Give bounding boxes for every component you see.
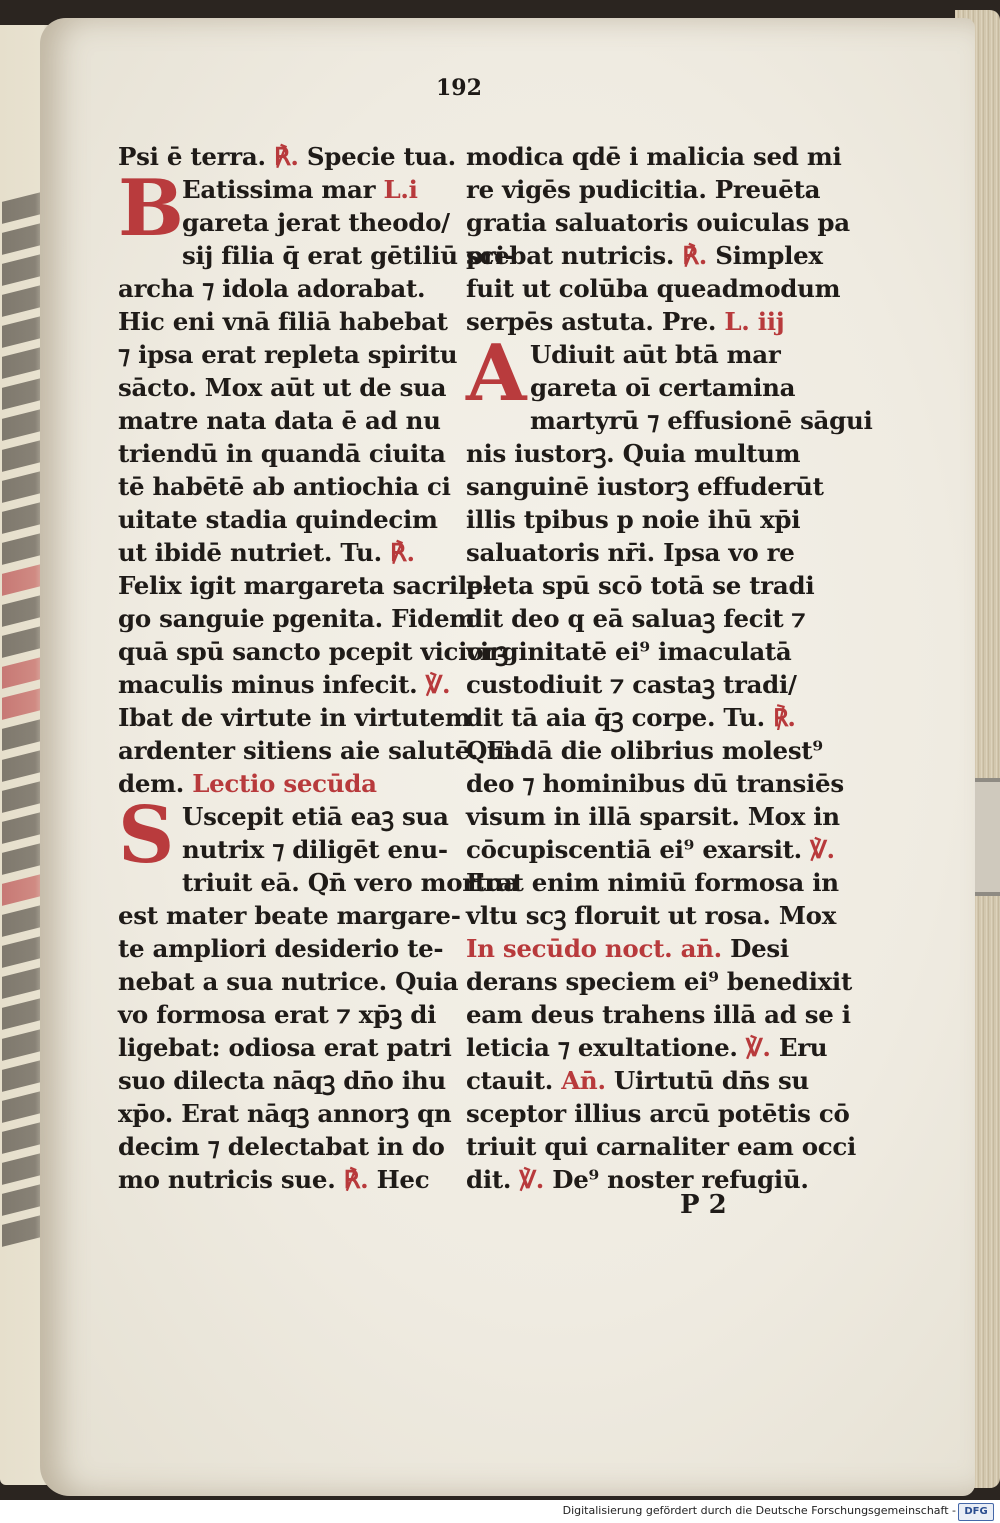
body-text: te ampliori desiderio te- bbox=[118, 934, 444, 963]
body-text: visum in illā sparsit. Mox in bbox=[466, 802, 840, 831]
text-line bbox=[466, 1097, 850, 1130]
body-text: ut ibidē nutriet. Tu. bbox=[118, 538, 391, 567]
text-line bbox=[466, 569, 815, 602]
body-text: saluatoris nr̄i. Ipsa vo re bbox=[466, 538, 795, 567]
text-line bbox=[466, 140, 842, 173]
text-line bbox=[466, 998, 851, 1031]
text-line bbox=[118, 602, 475, 635]
rubricated-initial: S bbox=[118, 790, 175, 881]
body-text: eam deus trahens illā ad se i bbox=[466, 1000, 851, 1029]
text-line bbox=[466, 1130, 857, 1163]
body-text: Psi ē terra. bbox=[118, 142, 274, 171]
body-text: Simplex bbox=[707, 241, 823, 270]
body-text: leticia ⁊ exultatione. bbox=[466, 1033, 746, 1062]
footer-bar bbox=[0, 1500, 1000, 1523]
body-text: decim ⁊ delectabat in do bbox=[118, 1132, 445, 1161]
body-text: Quadā die olibrius molest⁹ bbox=[466, 736, 823, 765]
text-line bbox=[466, 767, 844, 800]
text-line bbox=[118, 437, 453, 470]
text-line bbox=[466, 503, 801, 536]
body-text: maculis minus infecit. bbox=[118, 670, 426, 699]
text-line bbox=[118, 1097, 453, 1130]
text-line bbox=[118, 1130, 453, 1163]
body-text: vltu scꝫ floruit ut rosa. Mox bbox=[466, 901, 837, 930]
text-line bbox=[466, 206, 850, 239]
body-text: nis iustorꝫ. Quia multum bbox=[466, 439, 801, 468]
body-text: ctauit. bbox=[466, 1066, 562, 1095]
text-line bbox=[466, 701, 801, 734]
rubric-text: L.i bbox=[383, 175, 418, 204]
text-line bbox=[118, 965, 459, 998]
body-text: nebat a sua nutrice. Quia bbox=[118, 967, 459, 996]
body-text: sceptor illius arcū potētis cō bbox=[466, 1099, 850, 1128]
body-text: sij filia q̄ erat gētiliū pri- bbox=[182, 241, 515, 270]
text-line bbox=[118, 371, 453, 404]
rubric-text: ℟. bbox=[682, 241, 707, 270]
rubric-text: ℟. bbox=[273, 142, 307, 171]
body-text: deo ⁊ hominibus dū transiēs bbox=[466, 769, 844, 798]
rubricated-initial: A bbox=[466, 328, 527, 419]
body-text: archa ⁊ idola adorabat. bbox=[118, 274, 426, 303]
text-line bbox=[118, 635, 508, 668]
rubric-text: ℟. bbox=[343, 1165, 369, 1194]
text-line bbox=[466, 833, 835, 866]
body-text: xp̄o. Erat nāqꝫ annorꝫ qn bbox=[118, 1099, 452, 1128]
body-text: re vigēs pudicitia. Preuēta bbox=[466, 175, 821, 204]
text-line bbox=[118, 536, 453, 569]
text-line bbox=[466, 734, 823, 767]
text-line bbox=[466, 965, 852, 998]
body-text: serpēs astuta. Pre. bbox=[466, 307, 725, 336]
body-text: cōcupiscentiā ei⁹ exarsit. bbox=[466, 835, 811, 864]
rubric-text: An̄. bbox=[561, 1066, 606, 1095]
body-text: custodiuit ⁊ castaꝫ tradi/ bbox=[466, 670, 797, 699]
signature-mark: P 2 bbox=[680, 1190, 727, 1220]
text-line bbox=[466, 437, 801, 470]
text-line bbox=[118, 305, 453, 338]
body-text: illis tpibus p noie ihū xp̄i bbox=[466, 505, 801, 534]
text-line bbox=[118, 932, 453, 965]
rubric-text: In secūdo noct. an̄. bbox=[466, 934, 731, 963]
body-text: gareta jerat theodo/ bbox=[182, 208, 450, 237]
rubricated-initial: B bbox=[118, 163, 184, 254]
body-text: gareta oī certamina bbox=[530, 373, 796, 402]
body-text: Hic eni vnā filiā habebat bbox=[118, 307, 448, 336]
body-text: nutrix ⁊ diligēt enu- bbox=[182, 835, 448, 864]
text-line bbox=[118, 1064, 453, 1097]
body-text: fuit ut colūba queadmodum bbox=[466, 274, 841, 303]
text-line bbox=[118, 701, 471, 734]
rubric-text: ℣. bbox=[425, 670, 451, 699]
body-text: Ibat de virtute in virtutem bbox=[118, 703, 471, 732]
text-line bbox=[118, 734, 513, 767]
text-line bbox=[466, 536, 801, 569]
text-line bbox=[466, 470, 824, 503]
body-text: dem. bbox=[118, 769, 193, 798]
body-text: ⁊ ipsa erat repleta spiritu bbox=[118, 340, 458, 369]
folio-number: 192 bbox=[436, 75, 482, 101]
body-text: sācto. Mox aūt ut de sua bbox=[118, 373, 447, 402]
text-line bbox=[466, 1163, 809, 1196]
body-text: ardenter sitiens aie salutē. Fi bbox=[118, 736, 513, 765]
body-text: Desi bbox=[730, 934, 789, 963]
body-text: triendū in quandā ciuita bbox=[118, 439, 446, 468]
body-text: dit deo q eā saluaꝫ fecit ⁊ bbox=[466, 604, 806, 633]
text-line bbox=[118, 140, 456, 173]
text-line bbox=[118, 1031, 453, 1064]
body-text: dit. bbox=[466, 1165, 520, 1194]
body-text: scebat nutricis. bbox=[466, 241, 683, 270]
body-text: pleta spū scō totā se tradi bbox=[466, 571, 815, 600]
body-text: tē habētē ab antiochia ci bbox=[118, 472, 451, 501]
text-line bbox=[118, 668, 453, 701]
text-line bbox=[466, 800, 840, 833]
text-line bbox=[466, 635, 801, 668]
rubric-text: ℟. bbox=[773, 703, 796, 732]
text-line bbox=[466, 305, 801, 338]
body-text: Eru bbox=[770, 1033, 828, 1062]
body-text: martyrū ⁊ effusionē sāgui bbox=[530, 406, 873, 435]
text-line bbox=[466, 272, 841, 305]
body-text: ligebat: odiosa erat patri bbox=[118, 1033, 452, 1062]
text-line bbox=[118, 767, 453, 800]
body-text: Felix igit margareta sacrile- bbox=[118, 571, 493, 600]
text-line bbox=[118, 998, 453, 1031]
rubric-text: ℣. bbox=[810, 835, 835, 864]
text-line bbox=[466, 1031, 828, 1064]
text-line bbox=[118, 1163, 453, 1196]
body-text: modica qdē i malicia sed mi bbox=[466, 142, 842, 171]
body-text: De⁹ noster refugiū. bbox=[544, 1165, 809, 1194]
text-line bbox=[118, 470, 453, 503]
body-text: Uirtutū dn̄s su bbox=[605, 1066, 809, 1095]
text-line bbox=[118, 503, 453, 536]
body-text: sanguinē iustorꝫ effuderūt bbox=[466, 472, 824, 501]
text-line bbox=[466, 602, 806, 635]
text-line bbox=[466, 866, 839, 899]
body-text: Uscepit etiā eaꝫ sua bbox=[182, 802, 449, 831]
dfg-logo: DFG bbox=[958, 1503, 994, 1521]
body-text: Hec bbox=[368, 1165, 430, 1194]
text-line bbox=[466, 668, 801, 701]
body-text: est mater beate margare- bbox=[118, 901, 461, 930]
body-text: triuit qui carnaliter eam occi bbox=[466, 1132, 857, 1161]
text-line bbox=[118, 338, 458, 371]
body-text: vo formosa erat ⁊ xp̄ꝫ di bbox=[118, 1000, 437, 1029]
body-text: mo nutricis sue. bbox=[118, 1165, 344, 1194]
rubric-text: L. iij bbox=[724, 307, 785, 336]
body-text: uitate stadia quindecim bbox=[118, 505, 438, 534]
rubric-text: ℣. bbox=[745, 1033, 771, 1062]
rubric-text: Lectio secūda bbox=[192, 769, 377, 798]
right-text-column bbox=[466, 140, 873, 1196]
text-line bbox=[118, 569, 493, 602]
text-line bbox=[466, 932, 801, 965]
rubric-text: ℣. bbox=[519, 1165, 545, 1194]
rubric-text: ℟. bbox=[390, 538, 415, 567]
text-line bbox=[466, 239, 823, 272]
body-text: virginitatē ei⁹ imaculatā bbox=[466, 637, 792, 666]
text-line bbox=[466, 899, 837, 932]
text-line bbox=[118, 899, 461, 932]
footer-credit: Digitalisierung gefördert durch die Deutsche Forschungsgemeinschaft - bbox=[562, 1504, 956, 1517]
body-text: Specie tua. bbox=[306, 142, 456, 171]
text-line bbox=[118, 272, 453, 305]
body-text: quā spū sancto pcepit viciorꝫ bbox=[118, 637, 508, 666]
body-text: go sanguie pgenita. Fidem bbox=[118, 604, 475, 633]
body-text: Erat enim nimiū formosa in bbox=[466, 868, 839, 897]
text-line bbox=[118, 404, 453, 437]
text-line bbox=[466, 1064, 809, 1097]
body-text: suo dilecta nāqꝫ dn̄o ihu bbox=[118, 1066, 446, 1095]
body-text: Udiuit aūt btā mar bbox=[530, 340, 781, 369]
body-text: dit tā aia q̄ꝫ corpe. Tu. bbox=[466, 703, 774, 732]
body-text: matre nata data ē ad nu bbox=[118, 406, 441, 435]
body-text: Eatissima mar bbox=[182, 175, 384, 204]
body-text: derans speciem ei⁹ benedixit bbox=[466, 967, 852, 996]
body-text: triuit eā. Qn̄ vero mortua bbox=[182, 868, 519, 897]
body-text: gratia saluatoris ouiculas pa bbox=[466, 208, 850, 237]
text-line bbox=[466, 173, 821, 206]
